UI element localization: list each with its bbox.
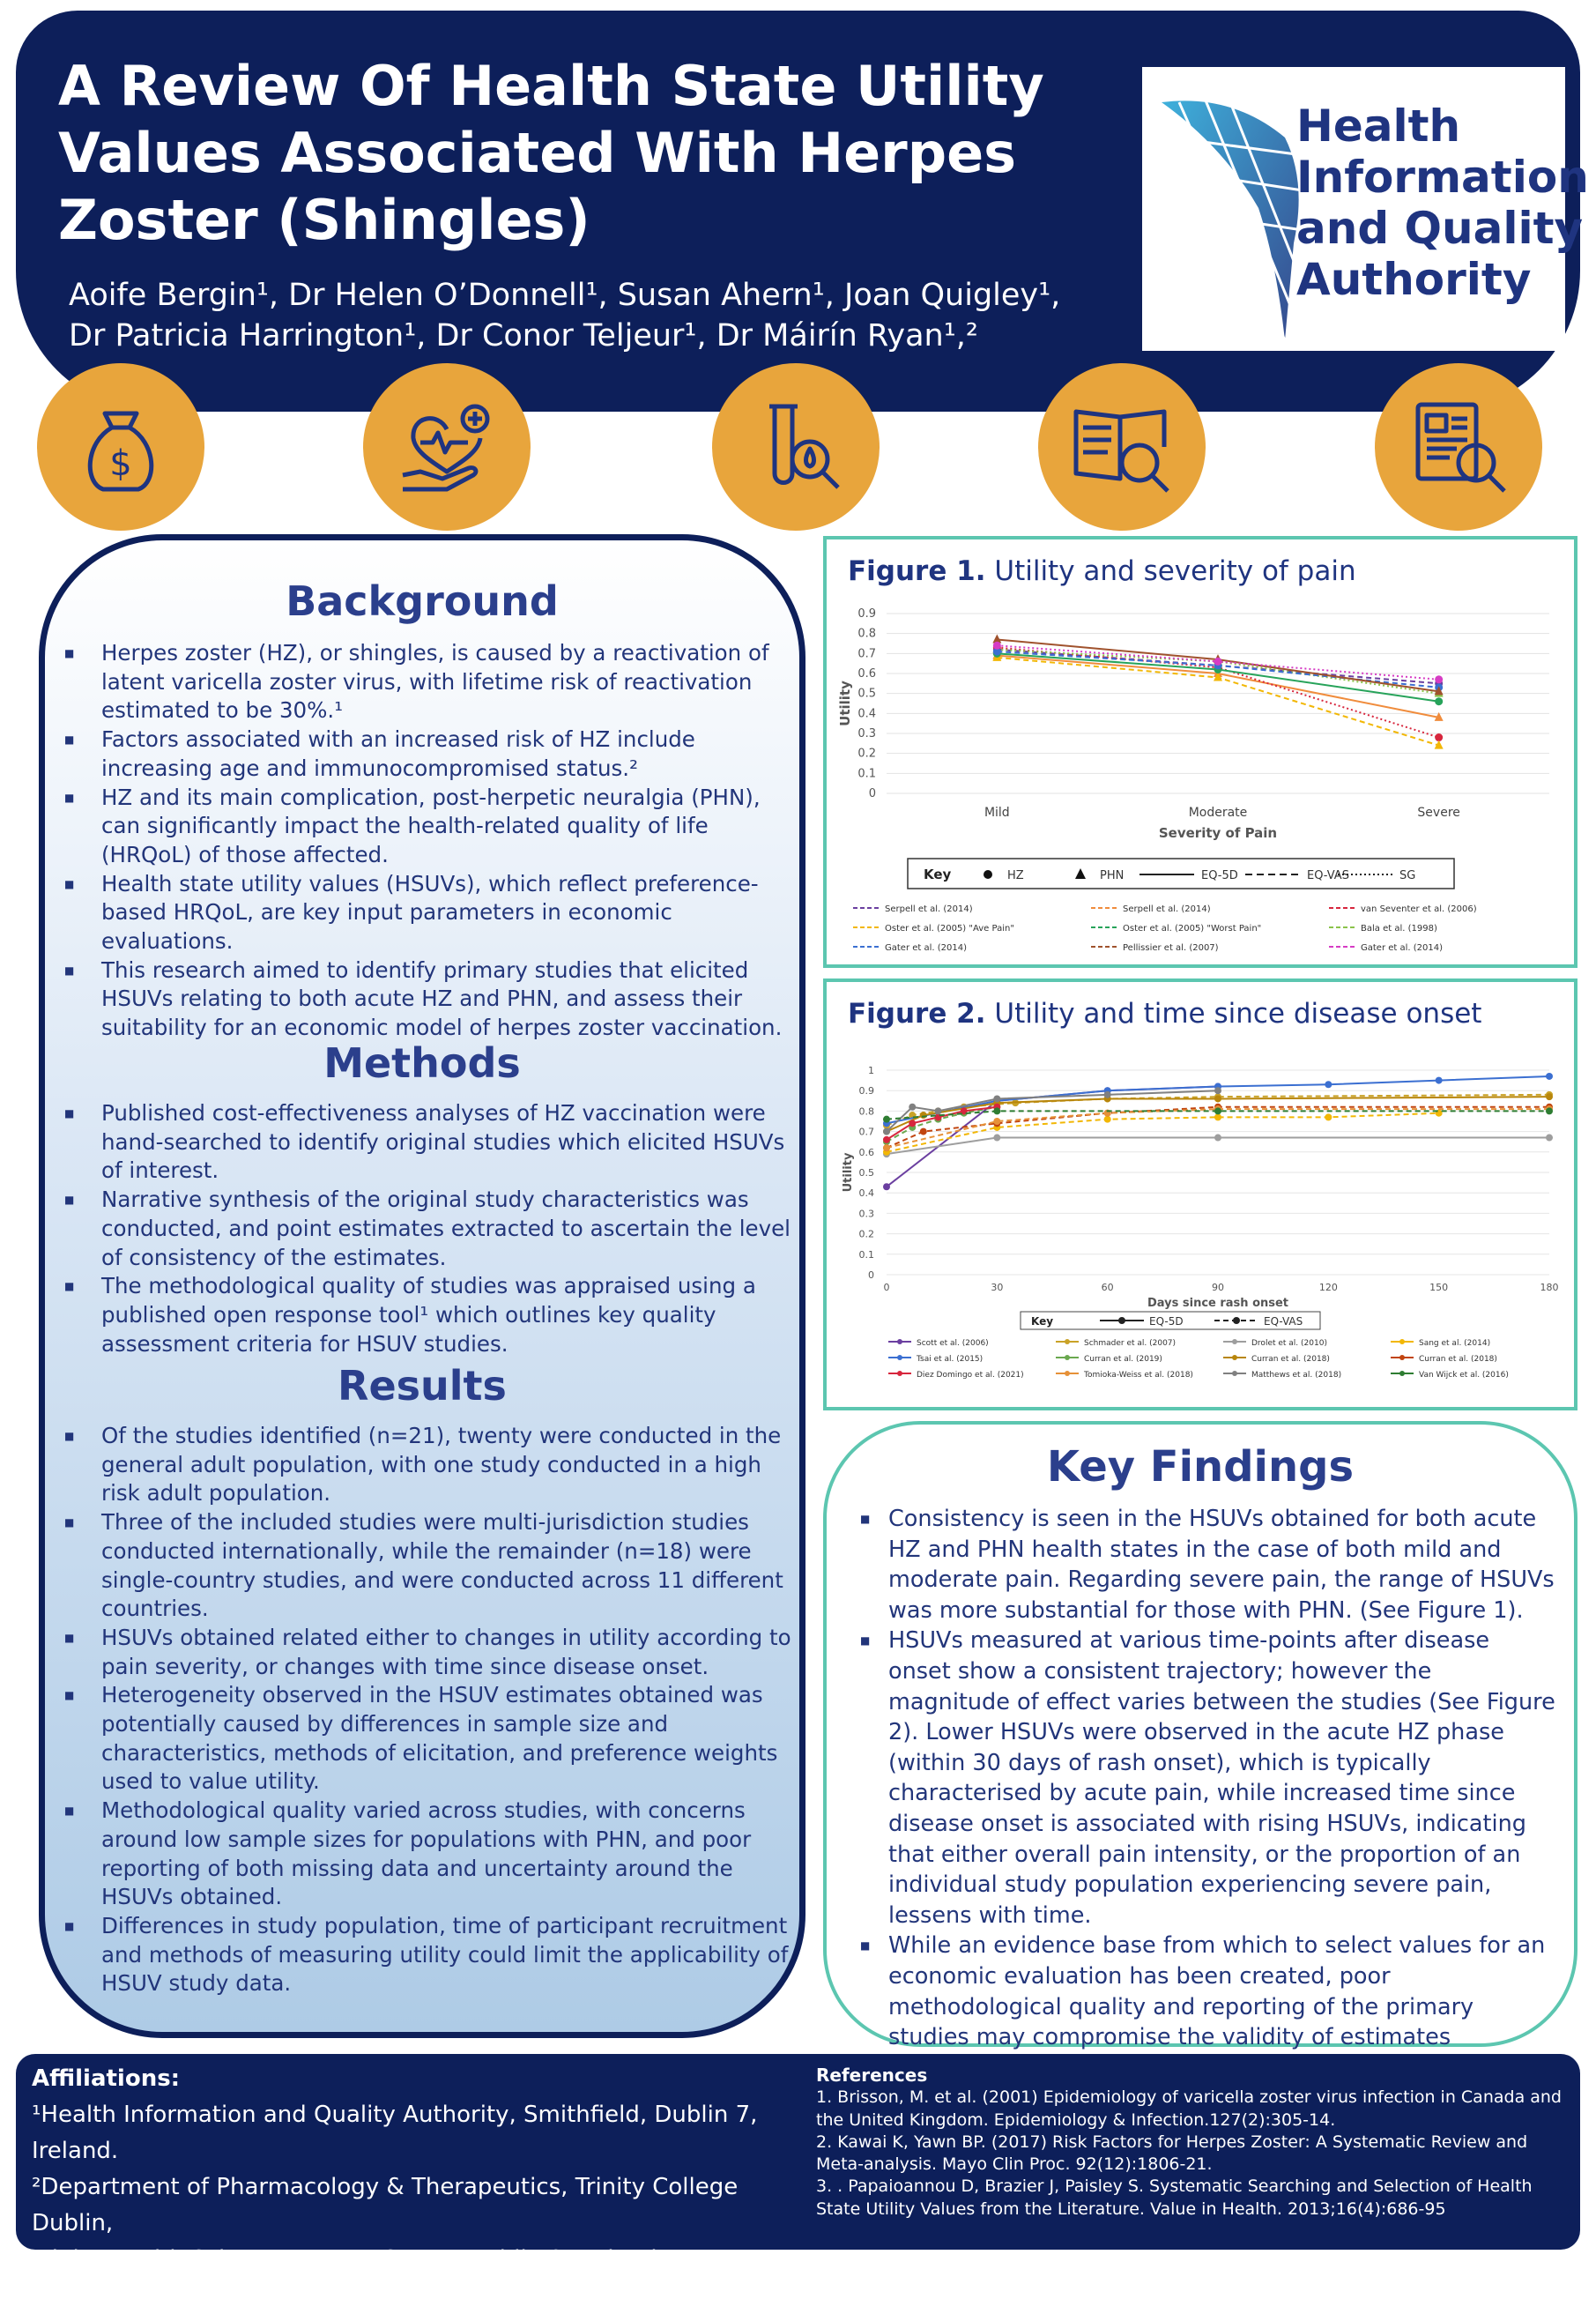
data-point: [1214, 658, 1222, 666]
figure-1-title: [848, 555, 1356, 587]
list-item: ■ The methodological quality of studies was appraised using a published open response tool¹ which outlines key quality assessment criteria for HSUV studies.: [45, 1272, 794, 1358]
data-point: [993, 1107, 1000, 1114]
reference-item: 1. Brisson, M. et al. (2001) Epidemiology of varicella zoster virus infection in Canada and the United Kingdom. Epidemiology & Infection.127(2):305-14.: [816, 2087, 1562, 2130]
key-item-label: PHN: [1100, 869, 1125, 882]
data-point: [883, 1116, 890, 1123]
y-tick-label: 0: [868, 787, 876, 800]
y-tick-label: 0.3: [857, 727, 876, 740]
affiliations: [32, 2061, 825, 2314]
key-findings-panel: [823, 1421, 1577, 2051]
data-point: [1214, 1095, 1221, 1102]
figure-label: Figure 1.: [848, 555, 986, 587]
key-findings-list: [827, 1504, 1558, 2083]
author-list: [69, 275, 1082, 356]
y-tick-label: 0.9: [858, 1085, 874, 1097]
x-tick-label: 180: [1540, 1282, 1559, 1293]
legend-label: Schmader et al. (2007): [1084, 1339, 1177, 1348]
affiliation-line: ²Department of Pharmacology & Therapeutics, Trinity College Dublin,: [32, 2174, 739, 2236]
logo-line: and Quality: [1296, 203, 1584, 254]
data-point: [1214, 1107, 1221, 1114]
series-line: [887, 1113, 1439, 1152]
list-item: ■ HSUVs measured at various time-points after disease onset show a consistent trajectory; however the magnitude of effect varies between the studies (See Figure 2). Lower HSUVs were observed in the acute HZ phase (within 30 days of rash onset), which is typically characterised by acute pain, while increased time since disease onset is associated with rising HSUVs, indicating that either overall pain intensity, or the proportion of an individual study population experiencing severe pain, lessens with time.: [827, 1626, 1558, 1931]
data-point: [993, 1118, 1000, 1125]
y-axis-title: Utility: [837, 681, 853, 726]
contact-email[interactable]: abergin@hiqa.ie: [294, 2282, 506, 2309]
key-label: Key: [924, 867, 952, 882]
list-item: ■ Factors associated with an increased risk of HZ include increasing age and immunocompromised status.²: [45, 725, 794, 783]
data-point: [1546, 1107, 1553, 1114]
logo-line: Health: [1296, 100, 1461, 152]
references-heading: References: [816, 2065, 928, 2086]
affiliations-heading: Affiliations:: [32, 2065, 181, 2092]
data-point: [993, 1135, 1000, 1142]
key-item-label: SG: [1399, 869, 1416, 882]
header-banner: [16, 11, 1589, 412]
x-tick-label: Severe: [1417, 806, 1460, 820]
y-axis-title: Utility: [842, 1152, 855, 1193]
legend-swatch: [1065, 1371, 1070, 1376]
x-tick-label: 60: [1101, 1282, 1114, 1293]
data-point: [1546, 1093, 1553, 1100]
list-item: ■ Herpes zoster (HZ), or shingles, is caused by a reactivation of latent varicella zoster virus, with lifetime risk of reactivation estimated to be 30%.¹: [45, 639, 794, 725]
legend-swatch: [897, 1339, 902, 1344]
figure-2-title: [848, 998, 1481, 1030]
book-search-icon: [1038, 363, 1206, 531]
legend-label: Oster et al. (2005) "Ave Pain": [885, 924, 1014, 934]
data-point: [920, 1112, 927, 1119]
legend-swatch: [1065, 1339, 1070, 1344]
contact-line: [32, 2278, 825, 2314]
references: [816, 2065, 1565, 2221]
test-tube-search-icon: [712, 363, 880, 531]
legend-label: Diez Domingo et al. (2021): [917, 1371, 1024, 1380]
background-heading: Background: [286, 577, 559, 625]
data-point: [1214, 1135, 1221, 1142]
title-line: Values Associated With Herpes: [58, 121, 1017, 185]
legend-label: Pellissier et al. (2007): [1123, 943, 1219, 953]
hiqa-logo: [1142, 67, 1589, 351]
y-tick-label: 0.7: [857, 647, 876, 661]
key-item-label: EQ-VAS: [1307, 869, 1349, 882]
list-item: ■ Heterogeneity observed in the HSUV estimates obtained was potentially caused by differences in sample size and characteristics, methods of elicitation, and preference weights used to value utility.: [45, 1681, 794, 1797]
results-list: [45, 1422, 794, 1998]
legend-label: Gater et al. (2014): [1361, 943, 1444, 953]
x-tick-label: 120: [1318, 1282, 1338, 1293]
data-point: [1546, 1135, 1553, 1142]
x-tick-label: 30: [991, 1282, 1004, 1293]
svg-text:$: $: [109, 443, 132, 484]
y-tick-label: 1: [868, 1065, 874, 1076]
key-marker: [1233, 1317, 1240, 1324]
data-point: [883, 1128, 890, 1135]
logo-text: [1296, 100, 1589, 305]
key-item-label: EQ-VAS: [1264, 1315, 1303, 1328]
y-tick-label: 0.1: [857, 767, 876, 781]
legend-swatch: [897, 1371, 902, 1376]
data-point: [1435, 697, 1443, 705]
data-point: [993, 1095, 1000, 1102]
affiliation-line: Trinity Health Sciences, James Street, Dublin 8, Ireland: [32, 2246, 657, 2273]
data-point: [1325, 1081, 1332, 1088]
legend-label: Van Wijck et al. (2016): [1419, 1371, 1509, 1380]
legend-label: Scott et al. (2006): [917, 1339, 989, 1348]
figure-caption: Utility and severity of pain: [994, 555, 1356, 587]
y-tick-label: 0.2: [858, 1228, 874, 1240]
x-axis-title: Days since rash onset: [1147, 1297, 1289, 1310]
logo-wave-icon: [1153, 85, 1303, 349]
y-tick-label: 0.6: [857, 667, 876, 681]
chart-2: [835, 1044, 1567, 1405]
figure-1: [823, 536, 1577, 968]
title-line: A Review Of Health State Utility: [58, 54, 1044, 118]
logo-line: Authority: [1296, 254, 1532, 305]
y-tick-label: 0.1: [858, 1248, 874, 1261]
background-list: [45, 639, 794, 1043]
chart-1: [835, 601, 1567, 963]
legend-label: Serpell et al. (2014): [1123, 904, 1211, 914]
legend-label: Bala et al. (1998): [1361, 924, 1437, 934]
data-point: [920, 1128, 927, 1135]
legend-swatch: [1065, 1355, 1070, 1360]
data-point: [1325, 1113, 1332, 1120]
y-tick-label: 0.4: [857, 707, 876, 721]
y-tick-label: 0.4: [858, 1187, 874, 1200]
authors-line: Dr Patricia Harrington¹, Dr Conor Teljeur¹, Dr Máirín Ryan¹,²: [69, 318, 978, 353]
x-tick-label: 150: [1429, 1282, 1449, 1293]
list-item: ■ Methodological quality varied across studies, with concerns around low sample sizes for populations with PHN, and poor reporting of both missing data and uncertainty around the HSUVs obtained.: [45, 1797, 794, 1912]
list-item: ■ While an evidence base from which to select values for an economic evaluation has been created, poor methodological quality and reporting of the primary studies may compromise the validity of estimates: [827, 1931, 1558, 2083]
list-item: ■ Differences in study population, time of participant recruitment and methods of measuring utility could limit the applicability of HSUV study data.: [45, 1912, 794, 1998]
x-tick-label: 0: [883, 1282, 890, 1293]
legend-swatch: [1399, 1371, 1405, 1376]
y-tick-label: 0.6: [858, 1146, 874, 1158]
data-point: [993, 642, 1001, 650]
key-label: Key: [1031, 1315, 1054, 1328]
poster-title: [58, 53, 1072, 254]
data-point: [1546, 1073, 1553, 1080]
footer: [16, 2054, 1580, 2309]
authors-line: Aoife Bergin¹, Dr Helen O’Donnell¹, Susan Ahern¹, Joan Quigley¹,: [69, 278, 1061, 313]
list-item: ■ HSUVs obtained related either to changes in utility according to pain severity, or changes with time since disease onset.: [45, 1624, 794, 1681]
legend-label: Drolet et al. (2010): [1251, 1339, 1327, 1348]
key-marker: [984, 870, 992, 879]
y-tick-label: 0.8: [857, 627, 876, 641]
legend-label: van Seventer et al. (2006): [1361, 904, 1477, 914]
legend-swatch: [1232, 1339, 1237, 1344]
key-item-label: HZ: [1007, 869, 1024, 882]
methods-list: [45, 1099, 794, 1358]
legend-swatch: [1232, 1355, 1237, 1360]
key-item-label: EQ-5D: [1201, 869, 1238, 882]
legend-label: Curran et al. (2019): [1084, 1355, 1162, 1364]
figure-caption: Utility and time since disease onset: [994, 998, 1482, 1030]
legend-label: Sang et al. (2014): [1419, 1339, 1491, 1348]
reference-item: 3. . Papaioannou D, Brazier J, Paisley S. Systematic Searching and Selection of Health State Utility Values from the Literature. Value in Health. 2013;16(4):686-95: [816, 2176, 1533, 2219]
data-point: [883, 1183, 890, 1190]
data-point: [934, 1107, 941, 1114]
data-point: [883, 1136, 890, 1143]
key-marker: [1118, 1317, 1125, 1324]
key-findings-heading: Key Findings: [1046, 1442, 1355, 1492]
affiliation-line: ¹Health Information and Quality Authority, Smithfield, Dublin 7, Ireland.: [32, 2102, 758, 2164]
list-item: ■ Narrative synthesis of the original study characteristics was conducted, and point estimates extracted to ascertain the level of consistency of the estimates.: [45, 1186, 794, 1272]
legend-label: Serpell et al. (2014): [885, 904, 973, 914]
legend-swatch: [1399, 1355, 1405, 1360]
legend-label: Tomioka-Weiss et al. (2018): [1084, 1371, 1193, 1380]
list-item: ■ Of the studies identified (n=21), twenty were conducted in the general adult population, with one study conducted in a high risk adult population.: [45, 1422, 794, 1508]
left-panel: [39, 534, 805, 2038]
y-tick-label: 0.2: [857, 747, 876, 761]
legend-label: Oster et al. (2005) "Worst Pain": [1123, 924, 1262, 934]
methods-heading: Methods: [323, 1039, 521, 1087]
results-heading: Results: [338, 1362, 507, 1410]
contact-name: Aoife Bergin: [147, 2282, 288, 2309]
y-tick-label: 0.3: [858, 1208, 874, 1220]
y-tick-label: 0.5: [858, 1167, 874, 1179]
legend-swatch: [1399, 1339, 1405, 1344]
heart-care-icon: [363, 363, 531, 531]
y-tick-label: 0: [868, 1269, 874, 1281]
list-item: ■ This research aimed to identify primary studies that elicited HSUVs relating to both acute HZ and PHN, and assess their suitability for an economic model of herpes zoster vaccination.: [45, 956, 794, 1043]
legend-swatch: [1232, 1371, 1237, 1376]
document-search-icon: [1375, 363, 1542, 531]
list-item: ■ HZ and its main complication, post-herpetic neuralgia (PHN), can significantly impact the health-related quality of life (HRQoL) of those affected.: [45, 784, 794, 870]
x-axis-title: Severity of Pain: [1158, 825, 1278, 841]
legend-label: Curran et al. (2018): [1419, 1355, 1497, 1364]
reference-item: 2. Kawai K, Yawn BP. (2017) Risk Factors for Herpes Zoster: A Systematic Review and Meta-analysis. Mayo Clin Proc. 92(12):1806-21.: [816, 2132, 1528, 2175]
y-tick-label: 0.9: [857, 607, 876, 621]
data-point: [883, 1144, 890, 1151]
key-item-label: EQ-5D: [1149, 1315, 1184, 1328]
money-bag-icon: [37, 363, 204, 531]
list-item: ■ Health state utility values (HSUVs), which reflect preference-based HRQoL, are key input parameters in economic evaluations.: [45, 870, 794, 956]
data-point: [1214, 1113, 1221, 1120]
figure-2: [823, 978, 1577, 1410]
data-point: [909, 1104, 916, 1111]
title-line: Zoster (Shingles): [58, 188, 590, 252]
list-item: ■ Published cost-effectiveness analyses of HZ vaccination were hand-searched to identify original studies which elicited HSUVs of interest.: [45, 1099, 794, 1186]
legend-swatch: [897, 1355, 902, 1360]
legend-label: Curran et al. (2018): [1251, 1355, 1330, 1364]
x-tick-label: Moderate: [1188, 806, 1248, 820]
list-item: ■ Consistency is seen in the HSUVs obtained for both acute HZ and PHN health states in the case of both mild and moderate pain. Regarding severe pain, the range of HSUVs was more substantial for those with PHN. (See Figure 1).: [827, 1504, 1558, 1626]
x-tick-label: 90: [1212, 1282, 1224, 1293]
y-tick-label: 0.7: [858, 1126, 874, 1138]
contact-label: Contact:: [32, 2282, 141, 2309]
list-item: ■ Three of the included studies were multi-jurisdiction studies conducted internationally, while the remainder (n=18) were single-country studies, and were conducted across 11 different countries.: [45, 1508, 794, 1624]
figure-label: Figure 2.: [848, 998, 986, 1030]
legend-label: Gater et al. (2014): [885, 943, 968, 953]
data-point: [1104, 1116, 1111, 1123]
logo-line: Information: [1296, 152, 1589, 203]
legend-label: Tsai et al. (2015): [917, 1355, 984, 1364]
x-tick-label: Mild: [984, 806, 1010, 820]
data-point: [1436, 1077, 1443, 1084]
data-point: [1435, 675, 1443, 683]
data-point: [909, 1120, 916, 1127]
legend-label: Matthews et al. (2018): [1251, 1371, 1342, 1380]
data-point: [1214, 1087, 1221, 1094]
y-tick-label: 0.5: [857, 687, 876, 701]
data-point: [1104, 1091, 1111, 1098]
y-tick-label: 0.8: [858, 1105, 874, 1118]
